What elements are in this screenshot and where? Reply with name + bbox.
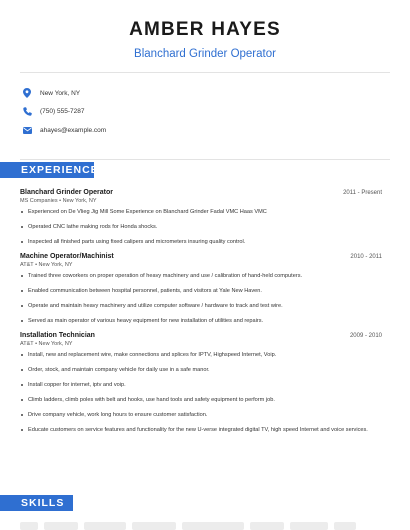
skill-pill	[290, 522, 328, 530]
job-entry	[20, 189, 382, 246]
phone-text: (750) 555-7287	[40, 108, 85, 115]
contact-phone	[22, 103, 410, 121]
skill-pill	[132, 522, 176, 530]
job-location: New York, NY	[38, 262, 73, 268]
job-entry	[20, 332, 382, 434]
job-bullet: Install, new and replacement wire, make connections and splices for IPTV, Highspeed Internet, Voip.	[20, 351, 382, 359]
job-bullet: Inspected all finished parts using fixed calipers and micrometers insuring quality control.	[20, 238, 382, 246]
job-bullets	[20, 272, 382, 325]
location-text: New York, NY	[40, 89, 81, 97]
job-bullet: Educate customers on service features and functionality for the new U-verse integrated digital TV, high speed Internet and voice services.	[20, 426, 382, 434]
candidate-name: AMBER HAYES	[129, 19, 281, 40]
job-company-line: AT&T • New York, NY	[20, 341, 73, 347]
skill-pill	[84, 522, 126, 530]
contact-location	[22, 84, 410, 102]
phone-icon	[22, 107, 32, 117]
job-company: MS Companies	[20, 198, 58, 204]
skills-list-cropped	[20, 522, 356, 530]
experience-section-heading: EXPERIENCE	[0, 162, 94, 178]
job-location: New York, NY	[62, 198, 97, 204]
job-bullets	[20, 208, 382, 246]
job-bullet: Served as main operator of various heavy equipment for new installation of utilities and repairs.	[20, 317, 382, 325]
job-bullet: Drive company vehicle, work long hours to ensure customer satisfaction.	[20, 411, 382, 419]
job-bullet: Enabled communication between hospital personnel, patients, and visitors at Yale New Haven.	[20, 287, 382, 295]
job-bullet: Experienced on De Vlieg Jig Mill Some Experience on Blanchard Grinder Fadal VMC Haas VMC	[20, 208, 382, 216]
job-dates: 2010 - 2011	[350, 254, 382, 260]
skill-pill	[182, 522, 244, 530]
contact-list	[0, 73, 410, 159]
job-bullet: Operated CNC lathe making rods for Honda shocks.	[20, 223, 382, 231]
job-location: New York, NY	[38, 341, 73, 347]
job-company: AT&T	[20, 341, 34, 347]
location-pin-icon	[22, 88, 32, 98]
resume-header	[0, 0, 410, 61]
skills-section-heading: SKILLS	[0, 495, 73, 511]
job-bullet: Install copper for internet, iptv and voip.	[20, 381, 382, 389]
job-entry	[20, 253, 382, 325]
job-company-line: MS Companies • New York, NY	[20, 198, 97, 204]
job-title: Machine Operator/Machinist	[20, 253, 114, 260]
job-company-line: AT&T • New York, NY	[20, 262, 73, 268]
job-bullet: Trained three coworkers on proper operation of heavy machinery and use / calibration of hand-held computers.	[20, 272, 382, 280]
job-title: Blanchard Grinder Operator	[20, 189, 113, 196]
job-dates: 2009 - 2010	[349, 333, 382, 339]
job-bullet: Operate and maintain heavy machinery and utilize computer software / hardware to track and test wire.	[20, 302, 382, 310]
skill-pill	[20, 522, 38, 530]
job-title: Installation Technician	[20, 332, 95, 339]
job-bullets	[20, 351, 382, 434]
job-dates: 2011 - Present	[343, 190, 382, 196]
job-bullet: Climb ladders, climb poles with belt and hooks, use hand tools and safety equipment to perform job.	[20, 396, 382, 404]
skill-pill	[334, 522, 356, 530]
candidate-title: Blanchard Grinder Operator	[134, 48, 276, 60]
email-icon	[22, 125, 32, 135]
skill-pill	[44, 522, 78, 530]
job-bullet: Order, stock, and maintain company vehicle for daily use in a safe manor.	[20, 366, 382, 374]
contact-email	[22, 121, 410, 139]
experience-list	[20, 189, 382, 441]
job-company: AT&T	[20, 262, 34, 268]
contacts-divider	[20, 159, 390, 160]
email-text: ahayes@example.com	[40, 126, 107, 134]
skill-pill	[250, 522, 284, 530]
